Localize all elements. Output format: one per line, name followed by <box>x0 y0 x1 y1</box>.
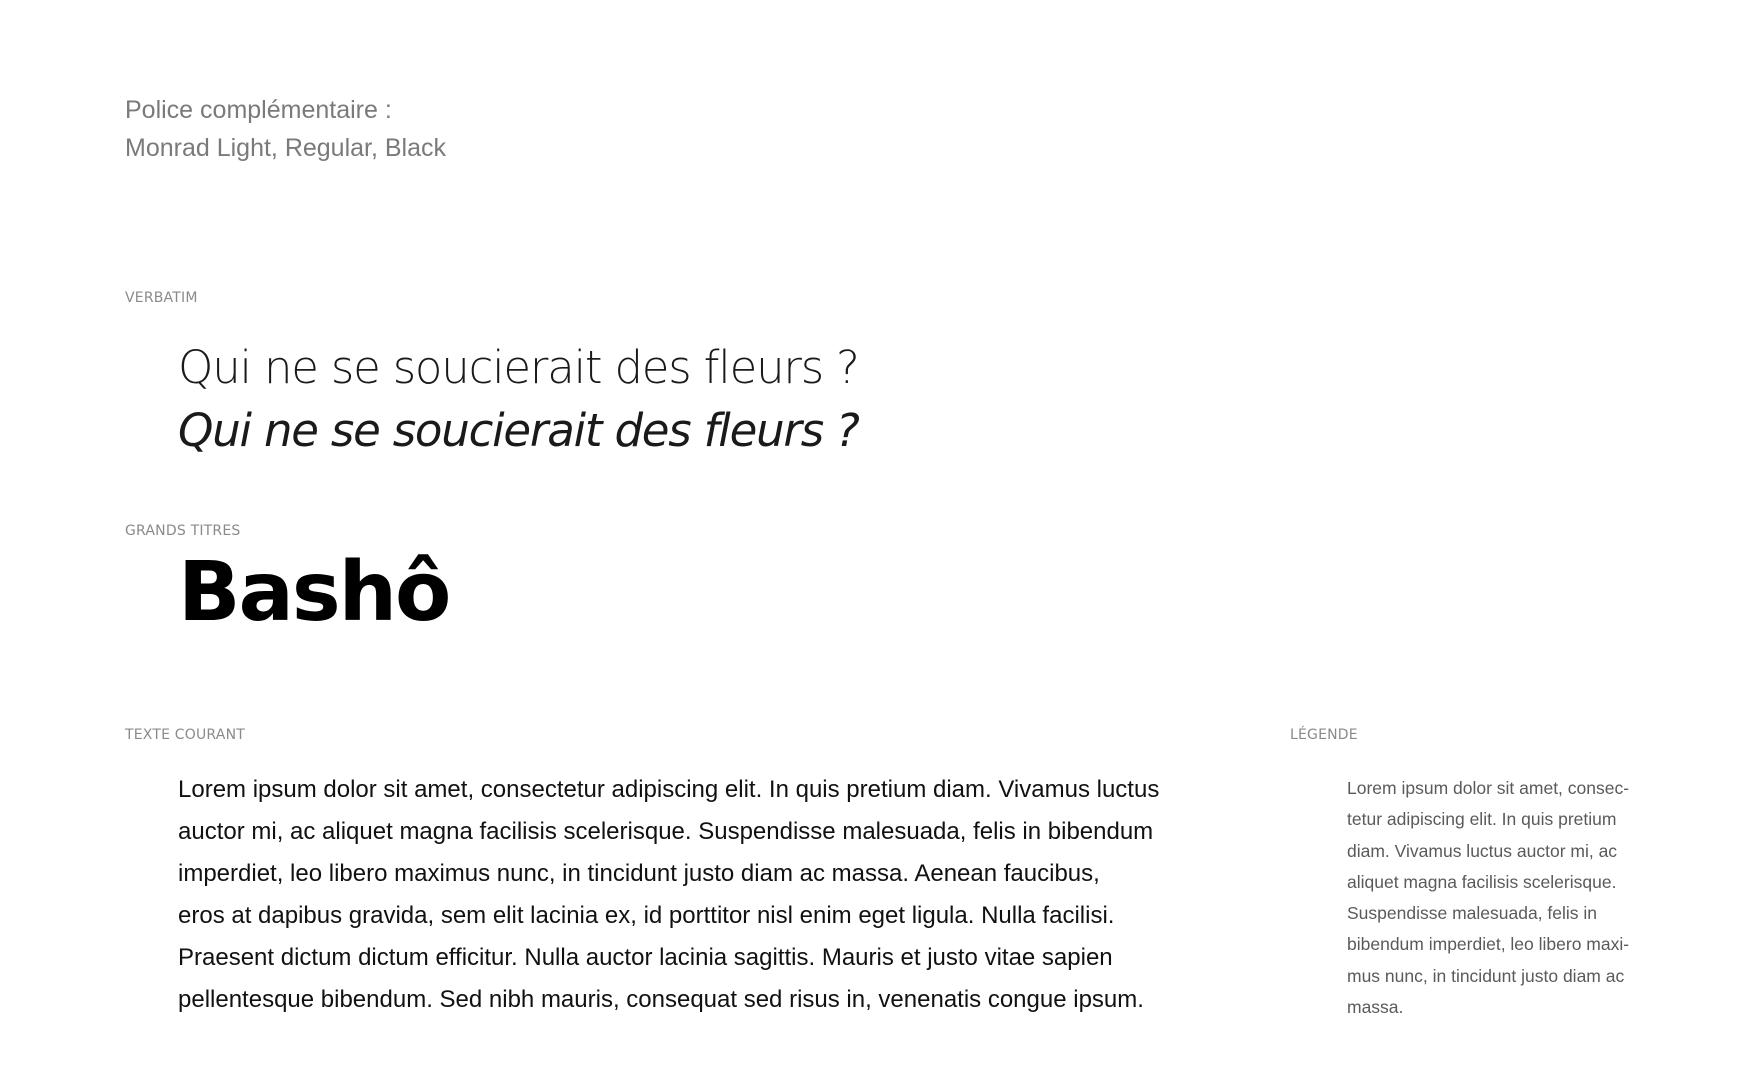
caption-line: bibendum imperdiet, leo libero maxi- <box>1347 934 1630 955</box>
section-label-grands-titres: GRANDS TITRES <box>125 523 241 539</box>
caption-line: massa. <box>1347 997 1404 1018</box>
section-label-texte-courant: TEXTE COURANT <box>125 727 245 743</box>
section-label-legende: LÉGENDE <box>1290 727 1358 743</box>
intro-line-1: Police complémentaire : <box>125 96 392 124</box>
body-line: Lorem ipsum dolor sit amet, consectetur adipiscing elit. In quis pretium diam. Vivamus luctus <box>178 776 1160 803</box>
body-line: Praesent dictum dictum efficitur. Nulla auctor lacinia sagittis. Mauris et justo vitae sapien <box>178 944 1113 971</box>
body-line: auctor mi, ac aliquet magna facilisis scelerisque. Suspendisse malesuada, felis in bibendum <box>178 818 1154 845</box>
body-line: eros at dapibus gravida, sem elit lacinia ex, id porttitor nisl enim eget ligula. Nulla facilisi. <box>178 902 1115 929</box>
caption-line: Suspendisse malesuada, felis in <box>1347 903 1598 924</box>
caption-line: Lorem ipsum dolor sit amet, consec- <box>1347 778 1630 798</box>
title-sample: Bashô <box>178 545 450 640</box>
verbatim-sample <box>178 336 859 462</box>
section-label-verbatim: VERBATIM <box>125 290 198 306</box>
body-text-sample <box>178 769 1188 1021</box>
body-line: imperdiet, leo libero maximus nunc, in tincidunt justo diam ac massa. Aenean faucibus, <box>178 860 1100 887</box>
verbatim-regular: Qui ne se soucierait des fleurs ? <box>178 341 859 394</box>
caption-line: mus nunc, in tincidunt justo diam ac <box>1347 965 1625 986</box>
body-line: pellentesque bibendum. Sed nibh mauris, consequat sed risus in, venenatis congue ipsum. <box>178 986 1144 1013</box>
secondary-font-description <box>125 91 446 167</box>
caption-line: diam. Vivamus luctus auctor mi, ac <box>1347 840 1618 861</box>
caption-sample <box>1347 773 1629 1023</box>
verbatim-italic: Qui ne se soucierait des fleurs ? <box>178 404 859 457</box>
caption-line: aliquet magna facilisis scelerisque. <box>1347 871 1617 892</box>
caption-line: tetur adipiscing elit. In quis pretium <box>1347 809 1617 830</box>
intro-line-2: Monrad Light, Regular, Black <box>125 134 447 162</box>
